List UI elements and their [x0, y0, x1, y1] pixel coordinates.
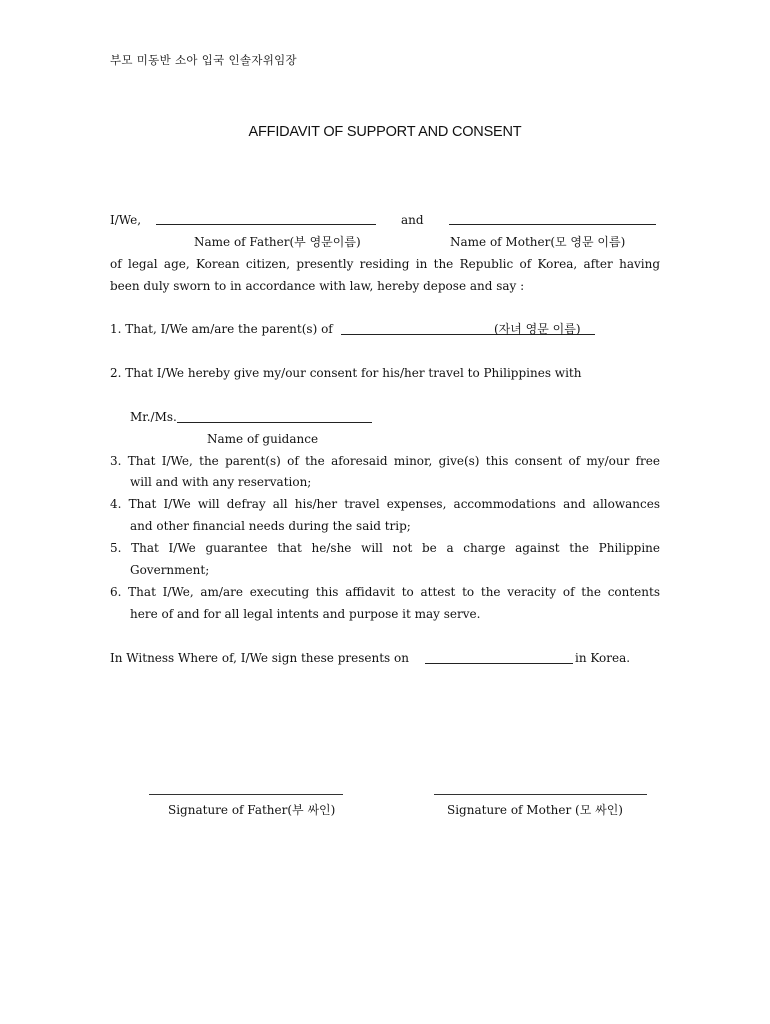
item-4-line-1: 4. That I/We will defray all his/her travel expenses, accommodations and allowances [110, 497, 660, 511]
father-name-label: Name of Father(부 영문이름) [194, 235, 361, 249]
form-header: 부모 미동반 소아 입국 인솔자위임장 [110, 53, 297, 67]
item-4-line-2: and other financial needs during the said trip; [130, 519, 411, 533]
date-field[interactable] [425, 663, 573, 664]
child-name-label: (자녀 영문 이름) [494, 322, 581, 336]
mother-signature-field[interactable] [434, 794, 647, 795]
mother-name-field[interactable] [449, 224, 656, 225]
document-title: AFFIDAVIT OF SUPPORT AND CONSENT [248, 124, 522, 140]
item-3-line-2: will and with any reservation; [130, 475, 312, 489]
intro-line-1: of legal age, Korean citizen, presently residing in the Republic of Korea, after having [110, 257, 660, 271]
item-5-line-1: 5. That I/We guarantee that he/she will not be a charge against the Philippine [110, 541, 660, 555]
mrms-label: Mr./Ms. [130, 410, 177, 424]
item-6-line-1: 6. That I/We, am/are executing this affidavit to attest to the veracity of the contents [110, 585, 660, 599]
item-1-text: 1. That, I/We am/are the parent(s) of [110, 322, 333, 336]
item-3-line-1: 3. That I/We, the parent(s) of the aforesaid minor, give(s) this consent of my/our free [110, 454, 660, 468]
item-5-line-2: Government; [130, 563, 210, 577]
guidance-name-field[interactable] [177, 422, 372, 423]
iwe-label: I/We, [110, 213, 142, 227]
witness-text: In Witness Where of, I/We sign these presents on [110, 651, 409, 665]
mother-name-label: Name of Mother(모 영문 이름) [450, 235, 626, 249]
and-label: and [401, 213, 424, 227]
father-signature-field[interactable] [149, 794, 343, 795]
intro-line-2: been duly sworn to in accordance with law, hereby depose and say : [110, 279, 525, 293]
mother-signature-label: Signature of Mother (모 싸인) [447, 803, 623, 817]
father-name-field[interactable] [156, 224, 376, 225]
guidance-name-label: Name of guidance [207, 432, 319, 446]
item-6-line-2: here of and for all legal intents and purpose it may serve. [130, 607, 481, 621]
item-2-text: 2. That I/We hereby give my/our consent for his/her travel to Philippines with [110, 366, 582, 380]
father-signature-label: Signature of Father(부 싸인) [168, 803, 336, 817]
witness-suffix: in Korea. [575, 651, 631, 665]
